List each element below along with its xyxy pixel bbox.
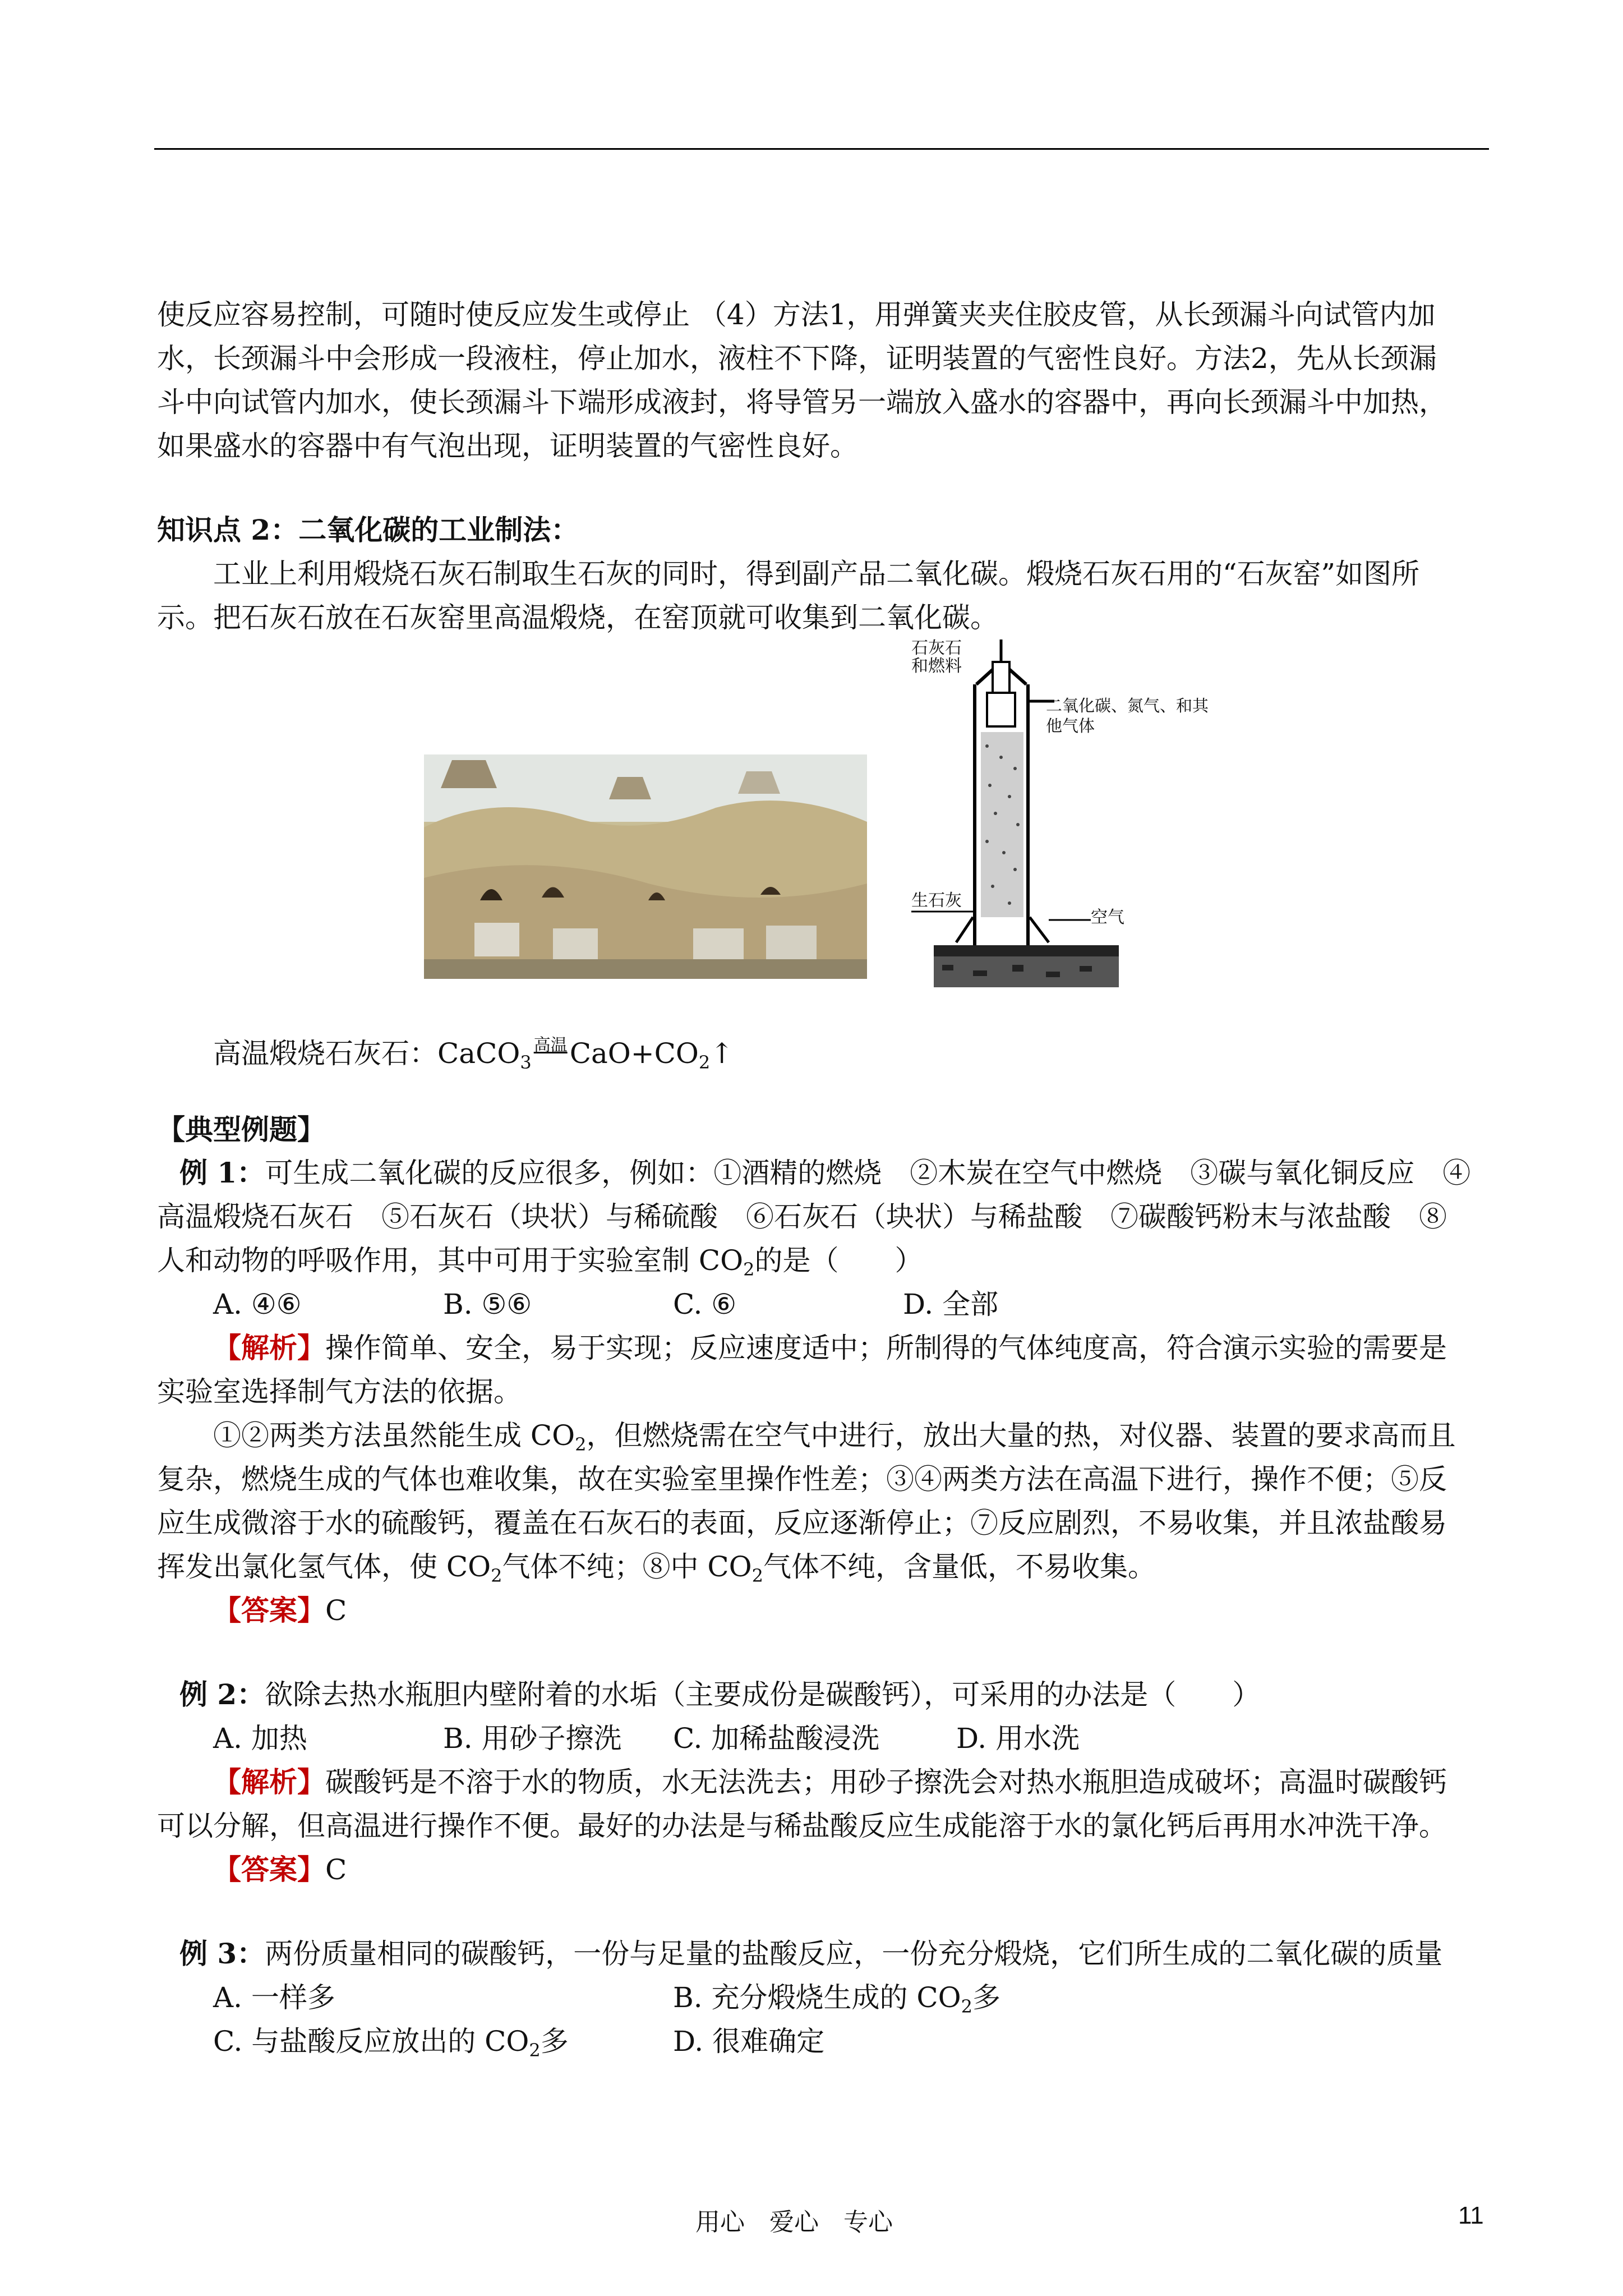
ex2-analysis-line-1	[213, 1760, 1548, 1804]
ex1-option-a: A. ④⑥	[213, 1288, 302, 1320]
ex3-option-b-text: B. 充分煅烧生成的 CO	[673, 1981, 961, 2014]
ex1-analysis-line-1	[213, 1326, 1548, 1370]
ex1-option-b: B. ⑤⑥	[443, 1288, 532, 1320]
diagram-label-gases: 二氧化碳、氮气、和其他气体	[1046, 696, 1209, 735]
ex1-q3a: 人和动物的呼吸作用，其中可用于实验室制 CO	[157, 1244, 744, 1277]
ex2-label: 例 2：	[179, 1678, 265, 1711]
lime-kiln-diagram	[911, 639, 1225, 987]
ex1-a6b: 气体不纯；⑧中 CO	[502, 1550, 752, 1583]
ex1-label: 例 1：	[179, 1156, 265, 1189]
ex2-option-a: A. 加热	[213, 1722, 307, 1755]
ex1-analysis-line-4: 复杂，燃烧生成的气体也难收集，故在实验室里操作性差；③④两类方法在高温下进行，操作不便；⑤反	[157, 1463, 1447, 1496]
ex3-option-a: A. 一样多	[213, 1981, 335, 2014]
ex1-question-line-3	[157, 1239, 1492, 1282]
ex1-analysis-tag: 【解析】	[213, 1331, 325, 1364]
equation-line	[213, 1024, 1548, 1075]
diagram-label-limestone-fuel: 石灰石和燃料	[911, 638, 962, 676]
ex2-analysis-line-2: 可以分解，但高温进行操作不便。最好的办法是与稀盐酸反应生成能溶于水的氯化钙后再用水冲洗干净。	[157, 1810, 1447, 1842]
diagram-label-quicklime: 生石灰	[911, 891, 962, 910]
examples-section-title: 【典型例题】	[157, 1113, 325, 1146]
ex2-question-line	[179, 1673, 1514, 1717]
header-rule	[154, 148, 1489, 150]
ex1-analysis-line-6	[157, 1545, 1492, 1589]
ex1-q3-subscript: 2	[743, 1259, 755, 1280]
ex3-q: 两份质量相同的碳酸钙，一份与足量的盐酸反应，一份充分煅烧，它们所生成的二氧化碳的质量	[265, 1938, 1443, 1970]
ex3-option-c-subscript: 2	[529, 2040, 541, 2061]
ex3-option-b	[673, 1976, 1000, 2019]
ex1-a3b: ，但燃烧需在空气中进行，放出大量的热，对仪器、装置的要求高而且	[586, 1419, 1456, 1452]
ex1-analysis-line-3	[213, 1414, 1548, 1457]
equation-reactant: CaCO	[437, 1037, 520, 1070]
ex1-answer: C	[325, 1594, 347, 1627]
ex1-option-d: D. 全部	[903, 1288, 999, 1320]
ex1-a6-subscript: 2	[491, 1565, 502, 1586]
intro-line-4: 如果盛水的容器中有气泡出现，证明装置的气密性良好。	[157, 430, 858, 462]
ex1-a1: 操作简单、安全，易于实现；反应速度适中；所制得的气体纯度高，符合演示实验的需要是	[325, 1332, 1447, 1364]
ex2-option-b: B. 用砂子擦洗	[443, 1722, 622, 1755]
ex3-option-b-subscript: 2	[961, 1996, 973, 2017]
footer-slogan: 用心 爱心 专心	[695, 2208, 893, 2237]
knowledge2-heading: 知识点 2：二氧化碳的工业制法：	[157, 513, 579, 546]
ex1-analysis-line-5: 应生成微溶于水的硫酸钙，覆盖在石灰石的表面，反应逐渐停止；⑦反应剧烈，不易收集，并且浓盐酸易	[157, 1507, 1447, 1539]
diagram-label-air: 空气	[1091, 908, 1124, 927]
kiln-schematic	[911, 639, 1225, 987]
ex2-a1: 碳酸钙是不溶于水的物质，水无法洗去；用砂子擦洗会对热水瓶胆造成破坏；高温时碳酸钙	[325, 1766, 1447, 1798]
ex2-analysis-tag: 【解析】	[213, 1765, 325, 1798]
equation-prefix: 高温煅烧石灰石：	[213, 1037, 437, 1070]
intro-line-3: 斗中向试管内加水，使长颈漏斗下端形成液封，将导管另一端放入盛水的容器中，再向长颈漏斗中加热，	[157, 386, 1447, 418]
lime-kiln-photo-drawing	[424, 754, 867, 979]
intro-line-2: 水，长颈漏斗中会形成一段液柱，停止加水，液柱不下降，证明装置的气密性良好。方法2，先从长颈漏	[157, 342, 1437, 375]
ex1-q3b: 的是（ ）	[754, 1244, 923, 1277]
ex1-a3a: ①②两类方法虽然能生成 CO	[213, 1419, 575, 1452]
ex1-q1: 可生成二氧化碳的反应很多，例如：①酒精的燃烧 ②木炭在空气中燃烧 ③碳与氧化铜反应 ④	[265, 1157, 1471, 1189]
knowledge2-line-1: 工业上利用煅烧石灰石制取生石灰的同时，得到副产品二氧化碳。煅烧石灰石用的“石灰窑”如图所	[213, 558, 1420, 590]
ex3-option-c-text: C. 与盐酸反应放出的 CO	[213, 2025, 529, 2058]
ex3-option-b-suffix: 多	[972, 1981, 1001, 2014]
equation-product: CaO+CO	[569, 1037, 699, 1070]
ex2-answer-tag: 【答案】	[213, 1853, 325, 1886]
equation-product-subscript: 2	[698, 1052, 711, 1073]
ex1-question-line-2: 高温煅烧石灰石 ⑤石灰石（块状）与稀硫酸 ⑥石灰石（块状）与稀盐酸 ⑦碳酸钙粉末与浓盐酸 ⑧	[157, 1200, 1447, 1233]
page-number: 11	[1458, 2202, 1484, 2229]
ex3-question-line	[179, 1932, 1514, 1976]
ex3-option-c	[213, 2019, 569, 2063]
ex2-answer-line	[213, 1848, 1548, 1892]
ex2-option-c: C. 加稀盐酸浸洗	[673, 1722, 880, 1755]
ex1-answer-tag: 【答案】	[213, 1594, 325, 1627]
ex2-option-d: D. 用水洗	[956, 1722, 1080, 1755]
ex1-question-line-1	[179, 1151, 1514, 1195]
equation-condition: 高温	[533, 1036, 568, 1055]
ex3-label: 例 3：	[179, 1937, 265, 1970]
ex3-option-d: D. 很难确定	[673, 2025, 825, 2058]
ex1-a6-subscript-2: 2	[751, 1565, 764, 1586]
ex1-a6c: 气体不纯，含量低，不易收集。	[763, 1550, 1156, 1583]
ex3-option-c-suffix: 多	[540, 2025, 569, 2058]
equation-gas-arrow: ↑	[710, 1037, 734, 1070]
ex2-q: 欲除去热水瓶胆内壁附着的水垢（主要成份是碳酸钙），可采用的办法是（ ）	[265, 1678, 1261, 1711]
intro-line-1: 使反应容易控制，可随时使反应发生或停止 （4）方法1，用弹簧夹夹住胶皮管，从长颈漏斗向试管内加	[157, 298, 1436, 331]
ex2-answer: C	[325, 1853, 347, 1886]
ex1-answer-line	[213, 1589, 1548, 1632]
ex1-a6a: 挥发出氯化氢气体，使 CO	[157, 1550, 491, 1583]
equation-reactant-subscript: 3	[520, 1052, 532, 1073]
ex1-a3-subscript: 2	[575, 1434, 587, 1455]
ex1-analysis-line-2: 实验室选择制气方法的依据。	[157, 1375, 522, 1408]
ex1-option-c: C. ⑥	[673, 1288, 737, 1320]
knowledge2-line-2: 示。把石灰石放在石灰窑里高温煅烧，在窑顶就可收集到二氧化碳。	[157, 601, 998, 634]
lime-kiln-photo	[424, 754, 867, 979]
